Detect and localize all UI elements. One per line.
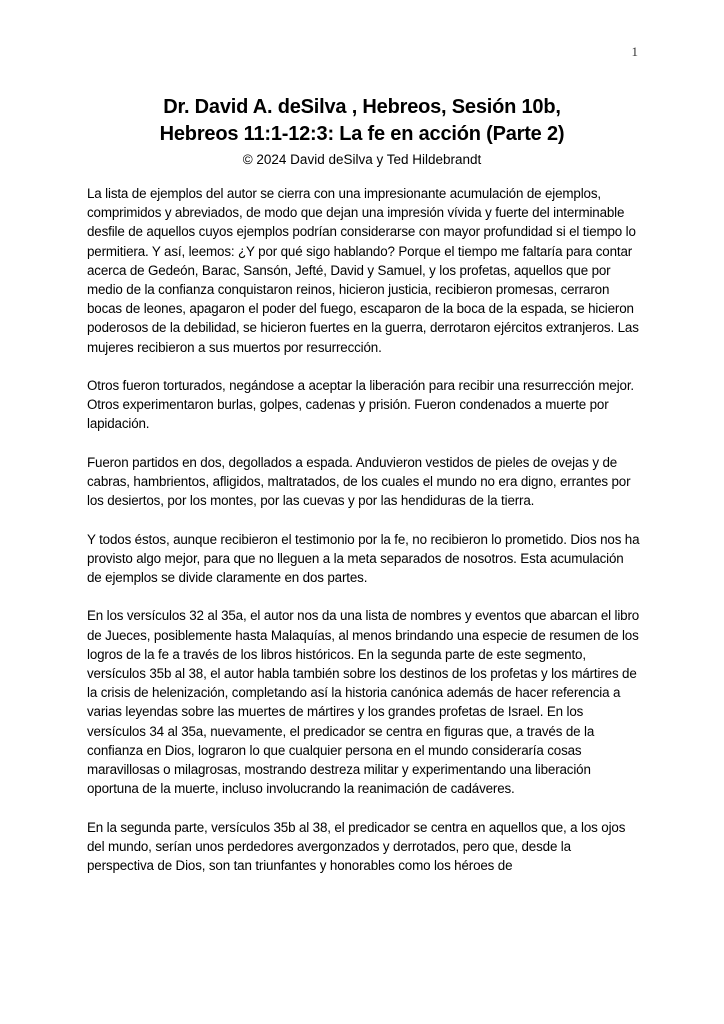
paragraph: En la segunda parte, versículos 35b al 38, el predicador se centra en aquellos que, a los ojos del mundo, serían unos perdedores avergonzados y derrotados, pero que, desde la perspectiva de Dios, son tan triunfantes y honorables como los héroes de [87, 819, 626, 874]
page-number: 1 [631, 44, 638, 59]
paragraph: En los versículos 32 al 35a, el autor nos da una lista de nombres y eventos que abarcan el libro de Jueces, posiblemente hasta Malaquías, al menos brindando una especie de resumen de los logros de la fe a través de los libros históricos. En la segunda parte de este segmento, versículos 35b al 38, el autor habla también sobre los destinos de los profetas y los mártires de la crisis de helenización, completando así la historia canónica además de hacer referencia a varias leyendas sobre las muertes de mártires y los grandes profetas de Israel. En los versículos 34 al 35a, nuevamente, el predicador se centra en figuras que, a través de la confianza en Dios, lograron lo que cualquier persona en el mundo consideraría cosas maravillosas o milagrosas, mostrando destreza militar y experimentando una liberación oportuna de la muerte, incluso involucrando la reanimación de cadáveres. [87, 608, 640, 797]
paragraph: Y todos éstos, aunque recibieron el testimonio por la fe, no recibieron lo prometido. Dios nos ha provisto algo mejor, para que no lleguen a la meta separados de nosotros. Esta acumulación de ejemplos se divide claramente en dos partes. [87, 531, 640, 586]
paragraph: La lista de ejemplos del autor se cierra con una impresionante acumulación de ejemplos, comprimidos y abreviados, de modo que dejan una impresión vívida y fuerte del interminable desfile de aquellos cuyos ejemplos podrían considerarse con mayor profundidad si el tiempo lo permitiera. Y así, leemos: ¿Y por qué sigo hablando? Porque el tiempo me faltaría para contar acerca de Gedeón, Barac, Sansón, Jefté, David y Samuel, y los profetas, aquellos que por medio de la confianza conquistaron reinos, hicieron justicia, recibieron promesas, cerraron bocas de leones, apagaron el poder del fuego, escaparon de la boca de la espada, se hicieron poderosos de la debilidad, se hicieron fuertes en la guerra, derrotaron ejércitos extranjeros. Las mujeres recibieron a sus muertos por resurrección. [87, 186, 639, 355]
copyright-line: © 2024 David deSilva y Ted Hildebrandt [242, 152, 482, 167]
document-body [87, 184, 640, 894]
document-title [0, 94, 724, 148]
title-line-2: Hebreos 11:1-12:3: La fe en acción (Parte 2) [159, 123, 565, 145]
paragraph: Fueron partidos en dos, degollados a espada. Anduvieron vestidos de pieles de ovejas y de cabras, hambrientos, afligidos, maltratados, de los cuales el mundo no era digno, errantes por los desiertos, por los montes, por las cuevas y por las hendiduras de la tierra. [87, 454, 631, 509]
title-line-1: Dr. David A. deSilva , Hebreos, Sesión 10b, [163, 96, 561, 118]
paragraph: Otros fueron torturados, negándose a aceptar la liberación para recibir una resurrección mejor. Otros experimentaron burlas, golpes, cadenas y prisión. Fueron condenados a muerte por lapidación. [87, 378, 634, 432]
